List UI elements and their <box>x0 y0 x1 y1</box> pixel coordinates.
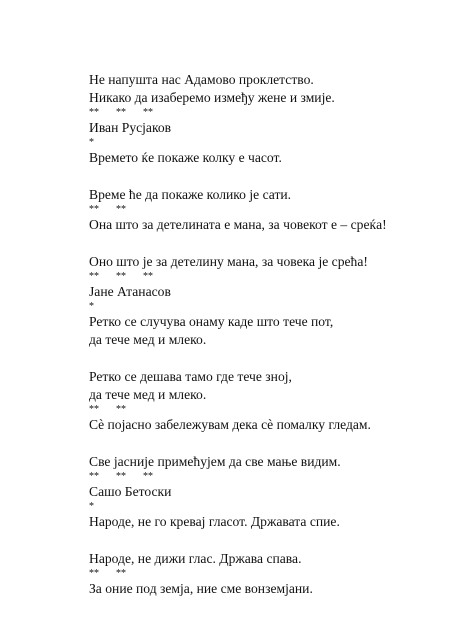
author-name: Иван Русјаков <box>89 120 172 135</box>
blank-line <box>89 167 429 186</box>
blank-line <box>89 531 429 550</box>
document-page <box>89 71 429 598</box>
text-line: Ретко се случува онаму каде што тече пот, <box>89 314 334 329</box>
separator-stars: ** ** <box>89 404 126 415</box>
text-line: Народе, не го кревај гласот. Државата спие. <box>89 514 340 529</box>
text-line: Она што за детелината е мана, за човекот е – среќа! <box>89 217 387 232</box>
blank-line <box>89 234 429 253</box>
author-name: Сашо Бетоски <box>89 484 172 499</box>
separator-star: * <box>89 301 94 312</box>
text-line: За оние под земја, ние сме вонземјани. <box>89 581 313 596</box>
text-line: Народе, не дижи глас. Држава спава. <box>89 551 302 566</box>
author-name: Јане Атанасов <box>89 284 171 299</box>
text-line: Никако да изаберемо између жене и змије. <box>89 90 335 105</box>
blank-line <box>89 349 429 368</box>
text-line: Ретко се дешава тамо где тече зној, <box>89 369 292 384</box>
separator-stars: ** ** ** <box>89 107 153 118</box>
text-line: Оно што је за детелину мана, за човека је срећа! <box>89 254 368 269</box>
text-line: да тече мед и млеко. <box>89 332 207 347</box>
text-line: Сѐ појасно забележувам дека сѐ помалку гледам. <box>89 417 371 432</box>
separator-stars: ** ** <box>89 204 126 215</box>
blank-line <box>89 434 429 453</box>
text-line: Времето ќе покаже колку е часот. <box>89 150 282 165</box>
separator-star: * <box>89 501 94 512</box>
text-line: Време ће да покаже колико је сати. <box>89 187 292 202</box>
separator-stars: ** ** ** <box>89 471 153 482</box>
text-line: Не напушта нас Адамово проклетство. <box>89 72 314 87</box>
text-line: да тече мед и млеко. <box>89 387 207 402</box>
separator-stars: ** ** ** <box>89 271 153 282</box>
separator-stars: ** ** <box>89 568 126 579</box>
text-line: Све јасније примећујем да све мање видим. <box>89 454 341 469</box>
separator-star: * <box>89 137 94 148</box>
